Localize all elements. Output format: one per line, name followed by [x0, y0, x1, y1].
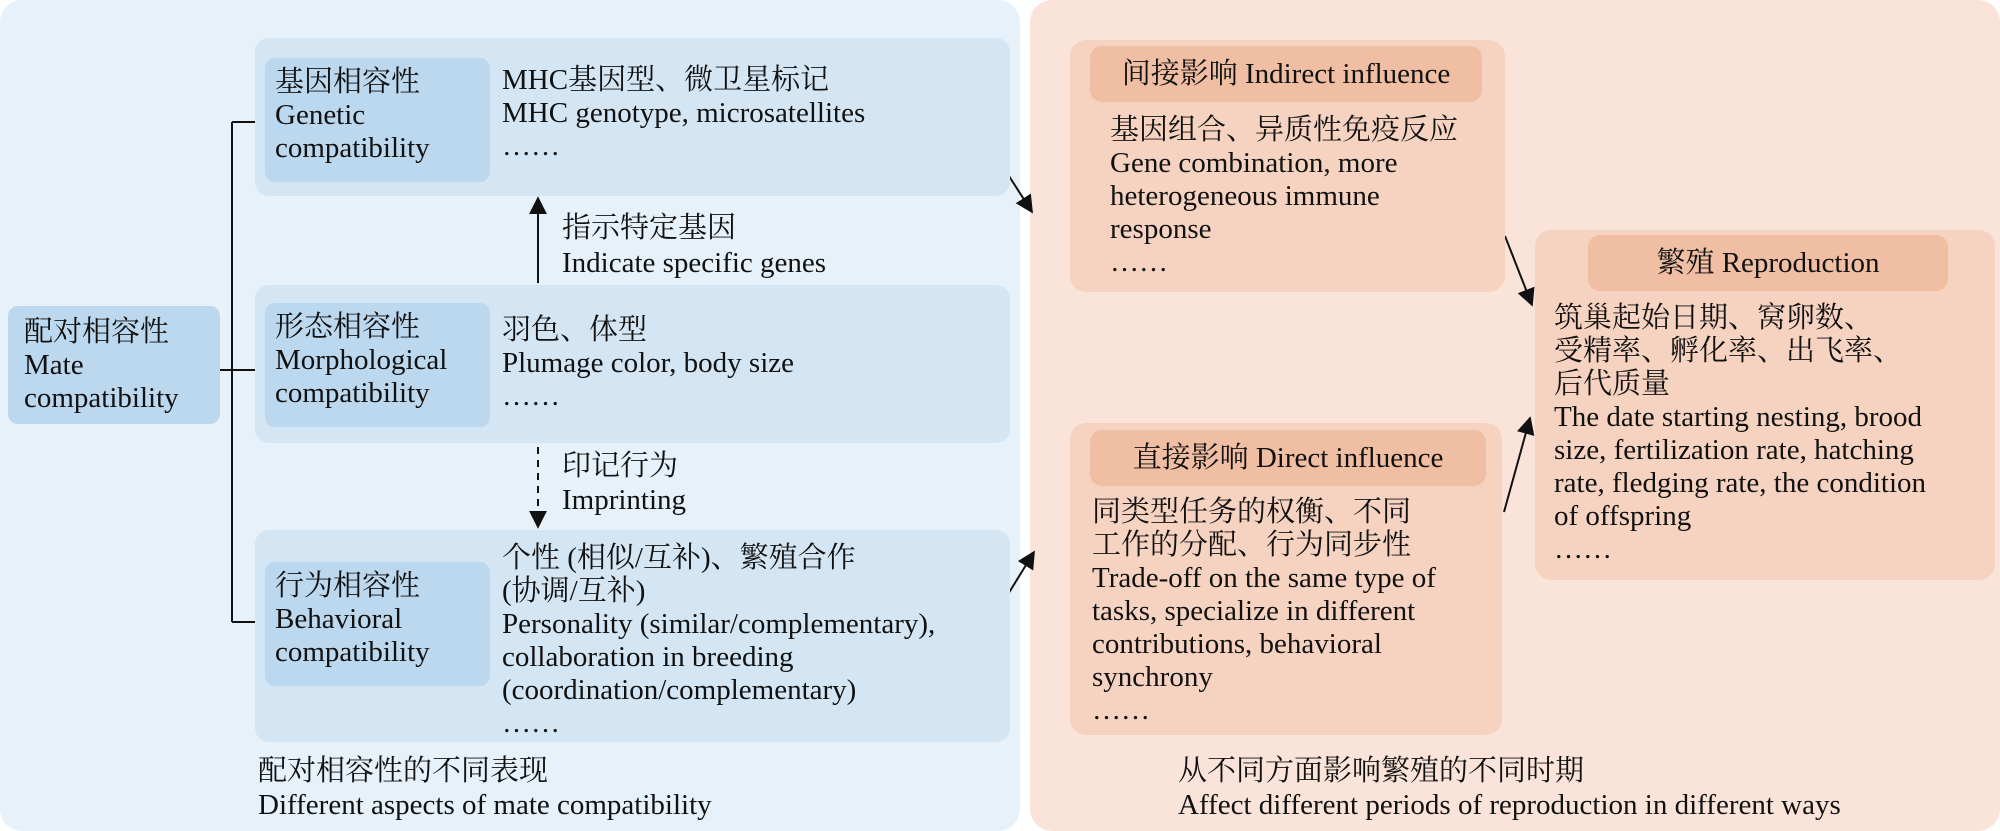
indirect-influence-title: 间接影响 Indirect influence — [1090, 46, 1482, 102]
indicate-genes-zh: 指示特定基因 — [562, 212, 737, 244]
behav-label-en: Behavioral compatibility — [275, 603, 430, 668]
genetic-label-en: Genetic compatibility — [275, 99, 430, 164]
left-caption-zh: 配对相容性的不同表现 — [258, 755, 549, 787]
direct-influence-content: 同类型任务的权衡、不同 工作的分配、行为同步性 Trade-off on the same type of tasks, specialize in different contributions, behavioral synchrony …… — [1092, 496, 1436, 726]
mate-compatibility-node — [8, 306, 220, 424]
right-caption-zh: 从不同方面影响繁殖的不同时期 — [1178, 755, 1585, 787]
imprinting-zh: 印记行为 — [562, 450, 679, 482]
morph-label-zh: 形态相容性 — [275, 311, 421, 343]
genetic-content: MHC基因型、微卫星标记 MHC genotype, microsatellites …… — [502, 64, 866, 162]
indirect-influence-content: 基因组合、异质性免疫反应 Gene combination, more heterogeneous immune response …… — [1110, 114, 1459, 278]
behav-content: 个性 (相似/互补)、繁殖合作 (协调/互补) Personality (similar/complementary), collaboration in breeding (coordination/complementary) …… — [502, 542, 936, 739]
genetic-label-box — [265, 58, 490, 182]
reproduction-title: 繁殖 Reproduction — [1588, 235, 1948, 291]
morph-content: 羽色、体型 Plumage color, body size …… — [502, 314, 794, 412]
behav-label-zh: 行为相容性 — [275, 570, 421, 602]
left-caption-en: Different aspects of mate compatibility — [258, 789, 712, 821]
imprinting-en: Imprinting — [562, 484, 687, 516]
behavioral-label-box — [265, 562, 490, 686]
mate-en: Mate compatibility — [24, 349, 179, 414]
reproduction-content: 筑巢起始日期、窝卵数、 受精率、孵化率、出飞率、 后代质量 The date starting nesting, brood size, fertilization rate, hatching rate, fledging rate, the condition of offspring …… — [1554, 302, 1927, 565]
arrow-direct-to-repro — [1504, 418, 1530, 512]
arrow-indirect-to-repro — [1505, 236, 1532, 305]
mate-zh: 配对相容性 — [24, 316, 170, 348]
indicate-genes-en: Indicate specific genes — [562, 247, 827, 279]
direct-influence-title: 直接影响 Direct influence — [1090, 430, 1486, 486]
morph-label-en: Morphological compatibility — [275, 344, 448, 409]
right-caption-en: Affect different periods of reproduction in different ways — [1178, 789, 1841, 821]
morphological-label-box — [265, 303, 490, 427]
genetic-label-zh: 基因相容性 — [275, 66, 421, 98]
